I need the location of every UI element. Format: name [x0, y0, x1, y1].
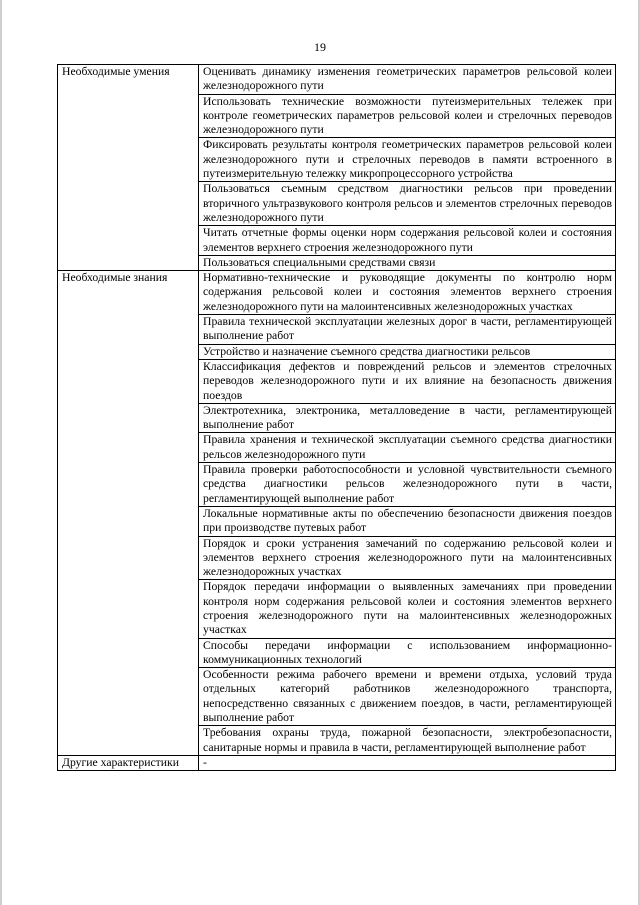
section-item: Локальные нормативные акты по обеспечению безопасности движения поездов при производстве путевых работ: [199, 506, 616, 536]
table-body: [58, 65, 616, 771]
section-item: Правила проверки работоспособности и условной чувствительности съемного средства диагностики рельсов железнодорожного пути в части, регламентирующей выполнение работ: [199, 463, 616, 507]
section-item: -: [199, 755, 616, 770]
section-item: Пользоваться съемным средством диагностики рельсов при проведении вторичного ультразвукового контроля рельсов и элементов стрелочных переводов железнодорожного пути: [199, 182, 616, 226]
table-row: [58, 755, 616, 770]
section-item: Требования охраны труда, пожарной безопасности, электробезопасности, санитарные нормы и правила в части, регламентирующей выполнение работ: [199, 726, 616, 756]
section-item: Классификация дефектов и повреждений рельсов и элементов стрелочных переводов железнодорожного пути и их влияние на безопасность движения поездов: [199, 359, 616, 403]
section-item: Фиксировать результаты контроля геометрических параметров рельсовой колеи железнодорожного пути и стрелочных переводов в памяти встроенного в путеизмерительную тележку микропроцессорного устройства: [199, 138, 616, 182]
section-item: Оценивать динамику изменения геометрических параметров рельсовой колеи железнодорожного пути: [199, 65, 616, 95]
characteristics-table: [57, 64, 616, 771]
section-label: Необходимые знания: [58, 271, 199, 756]
section-item: Нормативно-технические и руководящие документы по контролю норм содержания рельсовой колеи и состояния элементов верхнего строения железнодорожного пути на малоинтенсивных железнодорожных участках: [199, 271, 616, 315]
section-item: Пользоваться специальными средствами связи: [199, 255, 616, 270]
table-row: [58, 271, 616, 315]
table-row: [58, 65, 616, 95]
section-label: Необходимые умения: [58, 65, 199, 271]
section-item: Правила хранения и технической эксплуатации съемного средства диагностики рельсов железнодорожного пути: [199, 433, 616, 463]
section-item: Использовать технические возможности путеизмерительных тележек при контроле геометрических параметров рельсовой колеи и стрелочных переводов железнодорожного пути: [199, 94, 616, 138]
page-number: 19: [314, 40, 326, 54]
section-item: Правила технической эксплуатации железных дорог в части, регламентирующей выполнение работ: [199, 315, 616, 345]
section-item: Порядок и сроки устранения замечаний по содержанию рельсовой колеи и элементов верхнего строения железнодорожного пути на малоинтенсивных железнодорожных участках: [199, 536, 616, 580]
section-item: Порядок передачи информации о выявленных замечаниях при проведении контроля норм содержания рельсовой колеи и состояния элементов верхнего строения железнодорожного пути на малоинтенсивных железнодорожных участках: [199, 580, 616, 638]
section-item: Особенности режима рабочего времени и времени отдыха, условий труда отдельных категорий работников железнодорожного транспорта, непосредственно связанных с движением поездов, в части, регламентирующей выполнение работ: [199, 668, 616, 726]
section-item: Устройство и назначение съемного средства диагностики рельсов: [199, 344, 616, 359]
section-item: Способы передачи информации с использованием информационно-коммуникационных технологий: [199, 638, 616, 668]
section-label: Другие характеристики: [58, 755, 199, 770]
section-item: Электротехника, электроника, металловедение в части, регламентирующей выполнение работ: [199, 403, 616, 433]
section-item: Читать отчетные формы оценки норм содержания рельсовой колеи и состояния элементов верхнего строения железнодорожного пути: [199, 226, 616, 256]
